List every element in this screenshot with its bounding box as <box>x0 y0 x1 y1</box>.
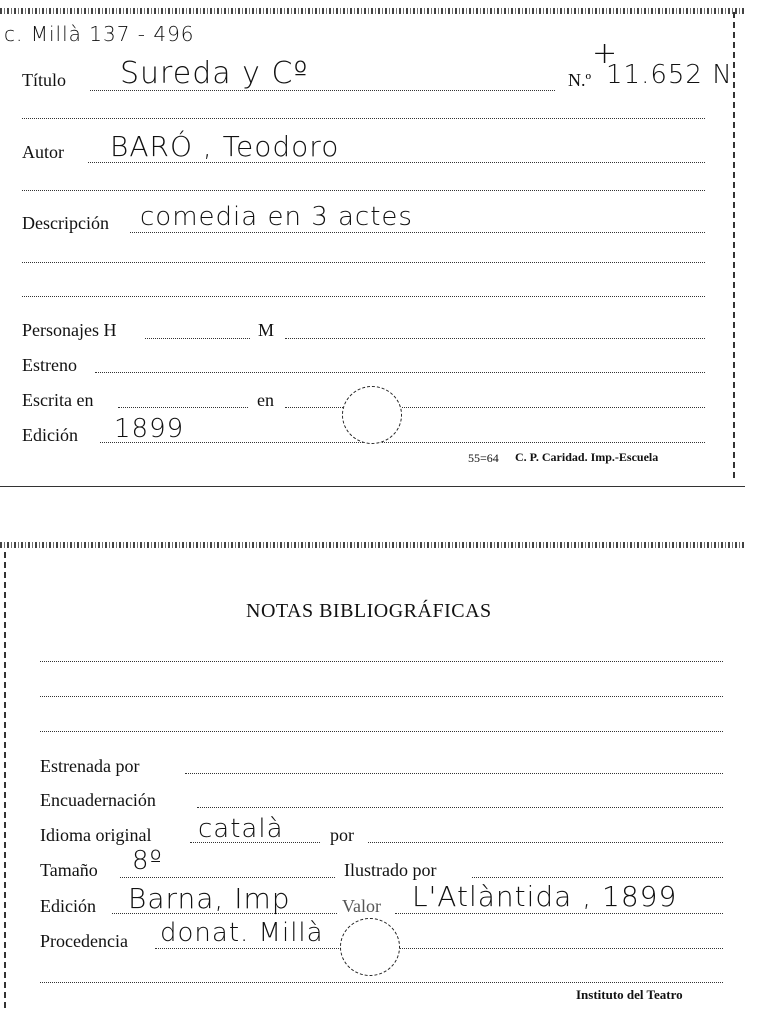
corner-note: c. Millà 137 - 496 <box>4 22 195 46</box>
estreno-label: Estreno <box>22 355 77 375</box>
ilustrado-label: Ilustrado por <box>344 860 437 880</box>
numero-label: N.º <box>568 70 592 90</box>
edicion-label-bottom: Edición <box>40 896 96 916</box>
card-right-edge <box>733 12 735 482</box>
procedencia-value: donat. Millà <box>160 918 324 948</box>
idioma-label: Idioma original <box>40 825 152 845</box>
titulo-line-2 <box>22 118 705 119</box>
personajes-label: Personajes H <box>22 320 117 340</box>
procedencia-line <box>155 948 723 949</box>
por-label: por <box>330 825 354 845</box>
edicion-label: Edición <box>22 425 78 445</box>
descripcion-line <box>130 232 705 233</box>
procedencia-line-2 <box>40 982 723 983</box>
notas-line-3 <box>40 731 723 732</box>
descripcion-line-2 <box>22 262 705 263</box>
personajes-h-line <box>145 338 250 339</box>
tamano-value: 8º <box>132 846 163 876</box>
punch-hole-bottom <box>340 918 400 976</box>
notas-title: NOTAS BIBLIOGRÁFICAS <box>246 600 492 622</box>
valor-value: L'Atlàntida , 1899 <box>412 880 678 913</box>
autor-value: BARÓ , Teodoro <box>110 130 340 163</box>
edicion-value: 1899 <box>114 414 185 444</box>
catalog-card-bottom <box>0 540 745 1020</box>
encuadernacion-line <box>197 807 723 808</box>
en-label: en <box>257 390 274 410</box>
tamano-label: Tamaño <box>40 860 98 880</box>
edicion-value-bottom: Barna, Imp <box>128 882 291 915</box>
idioma-value: català <box>198 814 284 844</box>
autor-label: Autor <box>22 142 64 162</box>
estrenada-label: Estrenada por <box>40 756 140 776</box>
estrenada-line <box>185 773 723 774</box>
card-bottom-edge <box>0 486 745 487</box>
punch-hole-top <box>342 386 402 444</box>
procedencia-label: Procedencia <box>40 931 128 951</box>
por-line <box>368 842 723 843</box>
numero-mark: + <box>592 36 619 71</box>
escrita-line <box>118 407 248 408</box>
encuadernacion-label: Encuadernación <box>40 790 156 810</box>
edicion-line <box>100 442 705 443</box>
valor-label: Valor <box>342 896 381 916</box>
descripcion-value: comedia en 3 actes <box>140 202 413 232</box>
ilustrado-line <box>472 877 723 878</box>
notas-line-1 <box>40 661 723 662</box>
personajes-m-line <box>285 338 705 339</box>
notas-line-2 <box>40 696 723 697</box>
descripcion-line-3 <box>22 296 705 297</box>
autor-line-2 <box>22 190 705 191</box>
valor-line <box>395 913 723 914</box>
estreno-line <box>95 372 705 373</box>
m-label: M <box>258 320 275 340</box>
escrita-label: Escrita en <box>22 390 94 410</box>
tamano-line <box>120 877 335 878</box>
catalog-card-top <box>0 0 745 490</box>
descripcion-label: Descripción <box>22 213 109 233</box>
printer-code: 55=64 <box>468 451 499 465</box>
printer-imprint: C. P. Caridad. Imp.-Escuela <box>515 450 659 464</box>
titulo-label: Título <box>22 70 66 90</box>
card-top-border <box>0 8 745 14</box>
card-bottom-top-border <box>0 542 745 548</box>
numero-value: 11.652 N <box>606 60 733 90</box>
institute-footer: Instituto del Teatro <box>576 987 683 1002</box>
titulo-value: Sureda y Cº <box>120 56 309 91</box>
card-left-edge <box>4 552 6 1012</box>
